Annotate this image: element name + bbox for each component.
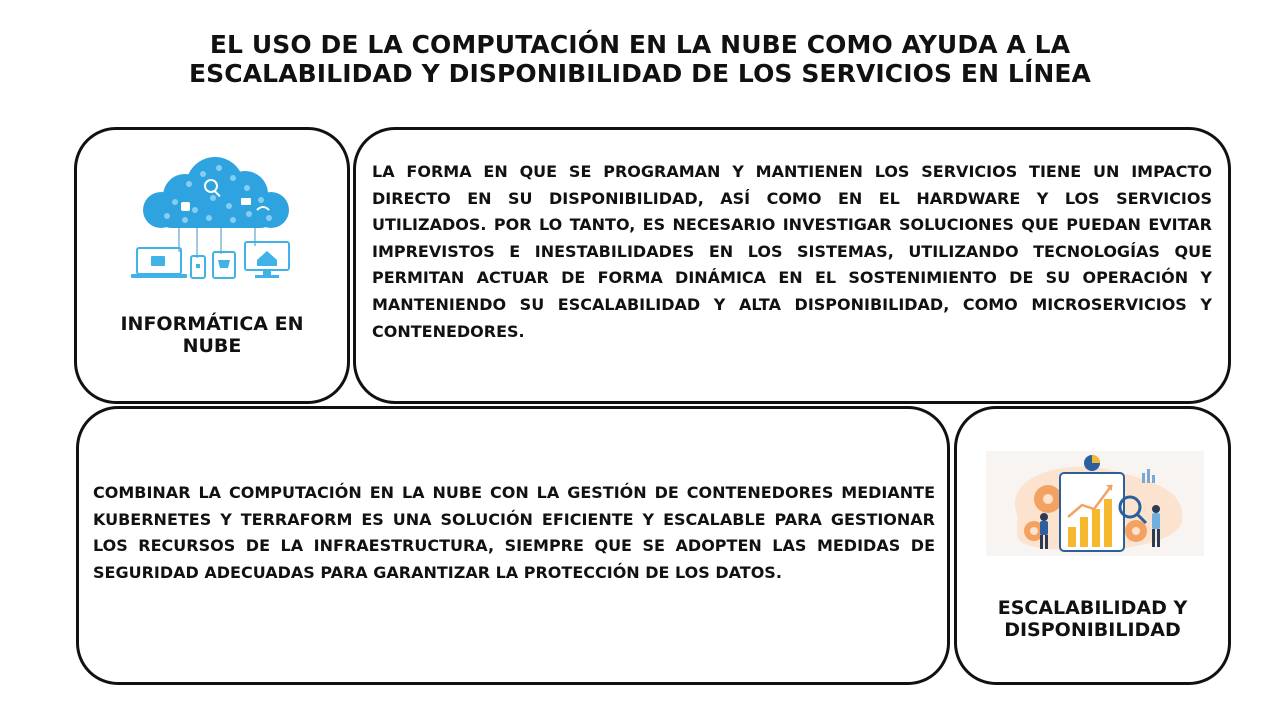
title-line-1: EL USO DE LA COMPUTACIÓN EN LA NUBE COMO AYUDA A LA bbox=[209, 30, 1071, 59]
intro-paragraph: LA FORMA EN QUE SE PROGRAMAN Y MANTIENEN LOS SERVICIOS TIENE UN IMPACTO DIRECTO EN SU DISPONIBILIDAD, ASÍ COMO EN EL HARDWARE Y LOS SERVICIOS UTILIZADOS. POR LO TANTO, ES NECESARIO INVESTIGAR SOLUCIONES QUE PUEDAN EVITAR IMPREVISTOS E INESTABILIDADES EN LOS SISTEMAS, UTILIZANDO TECNOLOGÍAS QUE PERMITAN ACTUAR DE FORMA DINÁMICA EN EL SOSTENIMIENTO DE SU OPERACIÓN Y MANTENIENDO SU ESCALABILIDAD Y ALTA DISPONIBILIDAD, COMO MICROSERVICIOS Y CONTENEDORES. bbox=[372, 162, 1212, 341]
page-title bbox=[40, 30, 1240, 88]
conclusion-card bbox=[76, 406, 950, 685]
scalability-card bbox=[954, 406, 1231, 685]
conclusion-paragraph: COMBINAR LA COMPUTACIÓN EN LA NUBE CON LA GESTIÓN DE CONTENEDORES MEDIANTE KUBERNETES Y TERRAFORM ES UNA SOLUCIÓN EFICIENTE Y ESCALABLE PARA GESTIONAR LOS RECURSOS DE LA INFRAESTRUCTURA, SIEMPRE QUE SE ADOPTEN LAS MEDIDAS DE SEGURIDAD ADECUADAS PARA GARANTIZAR LA PROTECCIÓN DE LOS DATOS. bbox=[93, 483, 935, 582]
cloud-card-label-line-1: INFORMÁTICA EN bbox=[120, 313, 304, 335]
cloud-computing-card bbox=[74, 127, 350, 404]
title-line-2: ESCALABILIDAD Y DISPONIBILIDAD DE LOS SERVICIOS EN LÍNEA bbox=[188, 59, 1092, 88]
business-growth-analytics-icon bbox=[986, 451, 1204, 556]
cloud-card-label-line-2: NUBE bbox=[182, 335, 242, 357]
cloud-computing-network-icon bbox=[129, 154, 301, 280]
intro-card bbox=[353, 127, 1231, 404]
cloud-card-label bbox=[77, 313, 347, 357]
scalability-card-label bbox=[957, 597, 1228, 641]
scalability-card-label-line-2: DISPONIBILIDAD bbox=[1004, 619, 1181, 641]
scalability-card-label-line-1: ESCALABILIDAD Y bbox=[997, 597, 1188, 619]
